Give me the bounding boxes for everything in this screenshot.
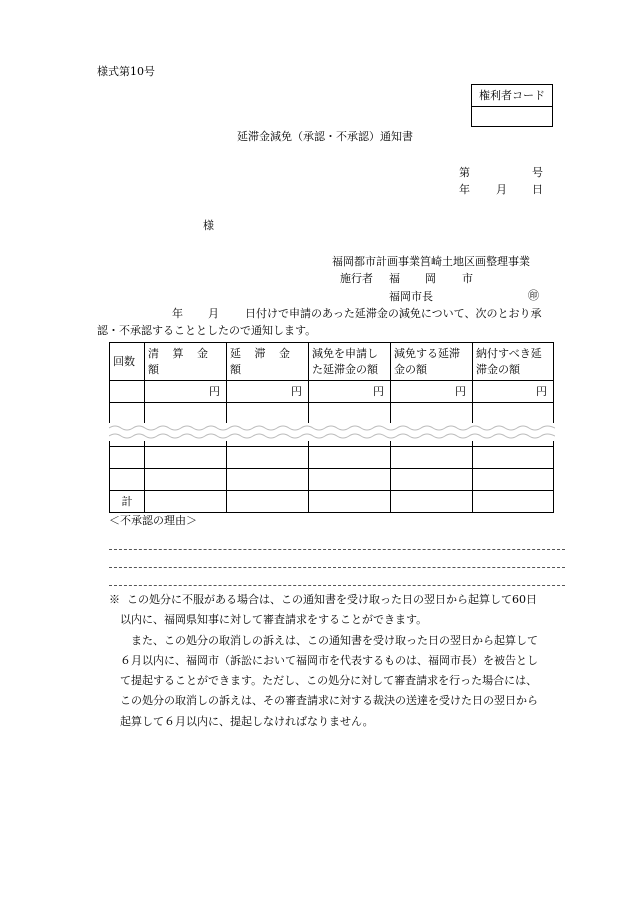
note-line [109,631,569,651]
issuer-executor-char-2: 岡 [425,272,436,285]
rejection-reason-label: ＜不承認の理由＞ [109,514,197,527]
note-line [109,651,569,671]
header-late-fee-text: 延 滞 金 額 [230,346,295,376]
header-count: 回数 [110,343,145,381]
body-line-1: 日付けで申請のあった延滞金の減免について、次のとおり承 [245,307,542,320]
note-line [109,610,569,630]
table-cell [227,447,309,469]
header-amount-due [473,343,554,381]
body-line-2: 認・不承認することとしたので通知します。 [97,324,317,337]
header-text-line: た延滞金の額 [312,362,378,376]
table-cell [309,491,391,513]
issuer-project: 福岡都市計画事業筥崎土地区画整理事業 [332,255,530,268]
table-cell [145,403,227,425]
rights-holder-code-label: 権利者コード [472,85,552,107]
total-label: 計 [110,491,145,513]
issuer-executor-char-3: 市 [462,272,473,285]
note-text: 以内に、福岡県知事に対して審査請求をすることができます。 [120,613,428,627]
doc-number-go: 号 [532,166,543,179]
table-row [110,469,554,491]
table-cell [145,447,227,469]
date-day: 日 [532,183,543,196]
yen-unit: 円 [391,381,473,403]
table-cell [145,491,227,513]
issuer-executor-char-1: 福 [389,272,400,285]
body-month: 月 [208,307,219,320]
table-cell [391,491,473,513]
header-text-line: 減免を申請し [312,346,378,360]
header-text-line: 滞金の額 [476,362,520,376]
note-line [109,590,569,610]
table-cell [473,403,554,425]
header-settlement-amount: 清 算 金 額 [145,343,227,381]
table-cell [110,469,145,491]
table-cell [110,403,145,425]
rights-holder-code-box [471,84,553,127]
yen-unit: 円 [145,381,227,403]
reason-line-3 [109,585,565,586]
doc-number-dai: 第 [459,166,470,179]
seal-mark: ㊞ [528,289,539,302]
header-late-fee-amount [227,343,309,381]
reason-line-2 [109,567,565,568]
note-text: ６月以内に、福岡市（訴訟において福岡市を代表するものは、福岡市長）を被告とし [120,653,538,667]
note-text: て提起することができます。ただし、この処分に対して審査請求を行った場合には、 [120,674,538,688]
issuer-mayor: 福岡市長 [389,290,433,303]
table-cell [309,469,391,491]
yen-unit: 円 [473,381,554,403]
table-cell [391,447,473,469]
yen-unit: 円 [227,381,309,403]
note-line [109,712,569,732]
header-requested-reduction [309,343,391,381]
table-cell [473,491,554,513]
table-cell [110,381,145,403]
body-year: 年 [172,307,183,320]
table-cell [473,447,554,469]
note-text: 起算して６月以内に、提起しなければなりません。 [120,714,374,728]
table-cell [227,469,309,491]
table-row [110,447,554,469]
header-text-line: 金の額 [394,362,427,376]
notice-notes [109,590,569,732]
note-line [109,671,569,691]
note-text: この処分の取消しの訴えは、その審査請求に対する裁決の送達を受けた日の翌日から [120,694,538,708]
table-total-row [110,491,554,513]
reason-line-1 [109,549,565,550]
table-cell [473,469,554,491]
table-row [110,403,554,425]
table-cell [227,491,309,513]
table-cell [391,469,473,491]
table-cell [309,403,391,425]
table-cell [227,403,309,425]
table-omission-break [109,423,555,441]
note-line [109,691,569,711]
table-cell [309,447,391,469]
note-text: また、この処分の取消しの訴えは、この通知書を受け取った日の翌日から起算して [131,633,538,647]
table-cell [391,403,473,425]
issuer-executor-label: 施行者 [340,272,373,285]
note-text: この処分に不服がある場合は、この通知書を受け取った日の翌日から起算して60日 [127,593,537,606]
header-text-line: 納付すべき延 [476,346,542,360]
date-year: 年 [459,183,470,196]
date-month: 月 [496,183,507,196]
form-number: 様式第10号 [97,65,155,78]
addressee-sama: 様 [203,219,214,232]
yen-unit: 円 [309,381,391,403]
table-cell [110,447,145,469]
note-mark: ※ [109,593,120,606]
header-granted-reduction [391,343,473,381]
header-text-line: 減免する延滞 [394,346,460,360]
table-cell [145,469,227,491]
table-header-row [110,343,554,381]
document-title: 延滞金減免（承認・不承認）通知書 [237,130,413,143]
table-row [110,381,554,403]
